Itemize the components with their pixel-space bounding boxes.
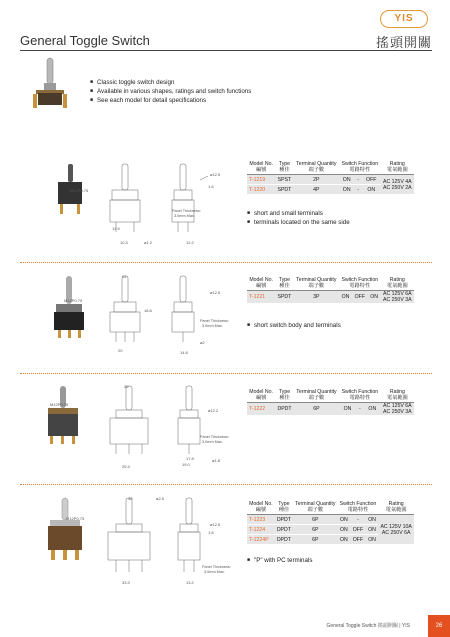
table-row: T-1222 DPDT 6P ON - ON AC 125V 6A AC 250V 3A <box>247 403 414 416</box>
section3-photo <box>48 386 78 444</box>
section3-drawing <box>36 382 250 474</box>
svg-text:10.3: 10.3 <box>120 240 128 245</box>
section1-outline <box>110 164 208 232</box>
svg-text:ø1.8: ø1.8 <box>212 458 221 463</box>
section1-note: ■ terminals located on the same side <box>247 219 350 226</box>
svg-text:ø1.2: ø1.2 <box>144 240 153 245</box>
svg-text:ø12.5: ø12.5 <box>210 172 221 177</box>
section-divider <box>20 484 432 485</box>
hero-switch-photo <box>30 56 72 112</box>
table-row: T-1219 SPST 2P ON - OFF AC 125V 4A AC 250V 2A <box>247 175 414 185</box>
svg-text:20: 20 <box>118 348 123 353</box>
svg-text:M12P0.75: M12P0.75 <box>70 188 89 193</box>
section2-photo <box>54 276 84 338</box>
svg-text:17.8: 17.8 <box>186 456 194 461</box>
svg-text:ø2.5: ø2.5 <box>156 496 165 501</box>
svg-text:ø12.2: ø12.2 <box>208 408 219 413</box>
section-divider <box>20 373 432 374</box>
table-row: T-1224P DPDT 6P ON OFF ON <box>247 535 414 545</box>
svg-text:M12P0.75: M12P0.75 <box>66 516 85 521</box>
intro-bullet: ■ Classic toggle switch design <box>90 78 251 87</box>
svg-text:ø2: ø2 <box>200 340 205 345</box>
svg-text:3.0mm Max.: 3.0mm Max. <box>202 324 223 328</box>
svg-text:18.8: 18.8 <box>144 308 152 313</box>
section3-table: Model No. 編號 Type 種佳 Terminal Quantity 端子數 Switch Function 電路特性 Rating 電氣範圍 T-1222 DPDT 6P ON - ON AC 125V 6A AC 250V 3A <box>247 388 414 416</box>
svg-text:12.2: 12.2 <box>186 240 194 245</box>
svg-text:33.3: 33.3 <box>122 580 130 585</box>
svg-text:1.6: 1.6 <box>208 184 214 189</box>
section2-table: Model No. 編號 Type 種佳 Terminal Quantity 端子數 Switch Function 電路特性 Rating 電氣範圍 T-1221 SPDT 3P ON OFF ON AC 125V 6A AC 250V 3A <box>247 276 414 304</box>
intro-bullet: ■ Available in various shapes, ratings and switch functions <box>90 87 251 96</box>
svg-text:25.4: 25.4 <box>122 464 130 469</box>
yis-logo: YIS <box>380 10 428 28</box>
table-row: T-1223 DPDT 6P ON - ON AC 125V 10A AC 250V 6A <box>247 515 414 525</box>
section2-note: ■ short switch body and terminals <box>247 322 341 329</box>
svg-text:19.0: 19.0 <box>182 462 190 467</box>
svg-text:1.8: 1.8 <box>208 530 214 535</box>
svg-text:Panel Thickness:: Panel Thickness: <box>200 319 229 323</box>
svg-text:13.5: 13.5 <box>112 226 120 231</box>
intro-bullet: ■ See each model for detail specifications <box>90 96 251 105</box>
svg-text:3.0mm Max.: 3.0mm Max. <box>174 214 195 218</box>
svg-text:ø12.5: ø12.5 <box>210 522 221 527</box>
svg-text:14.8: 14.8 <box>180 350 188 355</box>
table-row: T-1221 SPDT 3P ON OFF ON AC 125V 6A AC 250V 3A <box>247 291 414 304</box>
page-number: 26 <box>428 615 450 637</box>
section4-drawing <box>36 494 250 588</box>
svg-text:M12P0.75: M12P0.75 <box>50 402 69 407</box>
footer-text: General Toggle Switch 搖頭開關 | YIS <box>326 623 410 629</box>
svg-text:Panel Thickness:: Panel Thickness: <box>172 209 201 213</box>
section4-note: ■ "P" with PC terminals <box>247 557 312 564</box>
svg-text:13.2: 13.2 <box>186 580 194 585</box>
section4-table: Model No. 編號 Type 種佳 Terminal Quantity 端子數 Switch Function 電路特性 Rating 電氣範圍 T-1223 DPDT 6P ON - ON AC 125V 10A AC 250V 6A T-1224 DPDT 6P ON OFF ON T-1224P DPDT 6P ON OFF ON <box>247 500 414 545</box>
svg-text:30: 30 <box>124 384 129 389</box>
section1-table: Model No. 編號 Type 種佳 Terminal Quantity 端子數 Switch Function 電路特性 Rating 電氣範圍 T-1219 SPST 2P ON - OFF AC 125V 4A AC 250V 2A T-1220 SPDT 4P ON - ON <box>247 160 414 195</box>
page-title-cn: 搖頭開關 <box>375 35 432 50</box>
svg-text:3.0mm Max.: 3.0mm Max. <box>204 570 225 574</box>
section2-drawing <box>40 272 250 362</box>
page-title: General Toggle Switch <box>20 33 150 48</box>
section1-note: ■ short and small terminals <box>247 210 323 217</box>
section-divider <box>20 262 432 263</box>
svg-text:3.0mm Max.: 3.0mm Max. <box>202 440 223 444</box>
svg-text:Panel Thickness:: Panel Thickness: <box>202 565 231 569</box>
svg-text:ø12.5: ø12.5 <box>210 290 221 295</box>
table-row: T-1224 DPDT 6P ON OFF ON <box>247 525 414 535</box>
table-row: T-1220 SPDT 4P ON - ON <box>247 185 414 195</box>
intro-bullets <box>90 78 251 105</box>
section4-photo <box>48 498 82 560</box>
svg-text:M12P0.75: M12P0.75 <box>64 298 83 303</box>
header-rule <box>20 50 432 51</box>
svg-text:12: 12 <box>122 274 127 279</box>
svg-text:30: 30 <box>128 496 133 501</box>
section1-drawing <box>40 160 250 250</box>
svg-text:Panel Thickness:: Panel Thickness: <box>200 435 229 439</box>
